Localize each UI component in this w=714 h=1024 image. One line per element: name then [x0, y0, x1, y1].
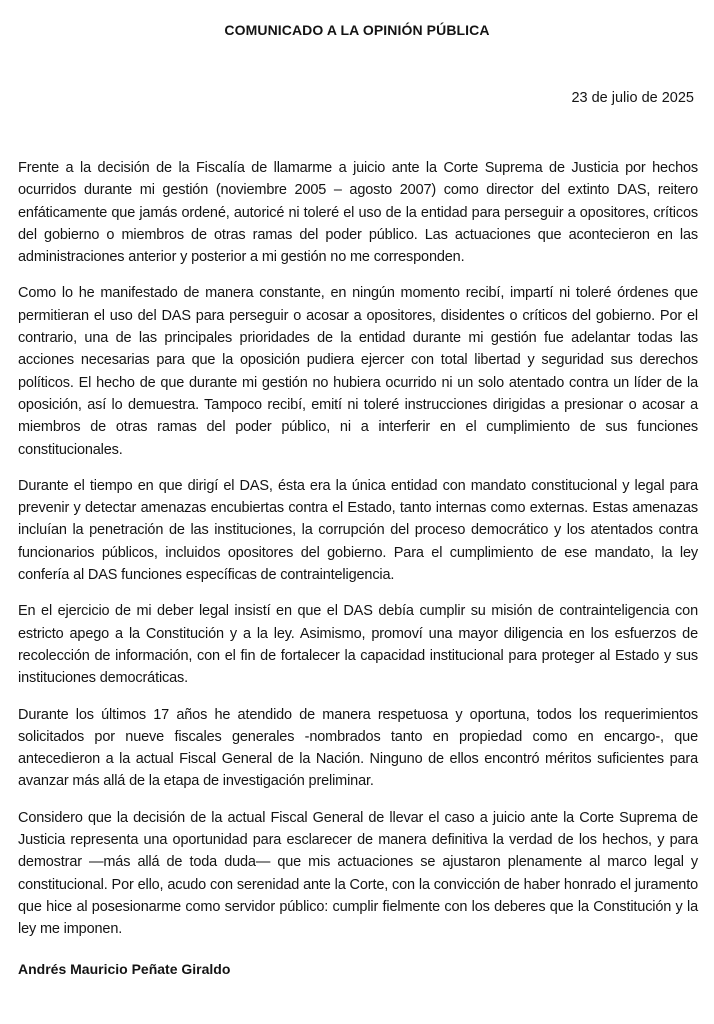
paragraph-2: Como lo he manifestado de manera constante, en ningún momento recibí, impartí ni toleré órdenes que permitieran el uso del DAS para perseguir o acosar a opositores, disidentes o críticos del gobierno. Por el contrario, una de las principales prioridades de la entidad durante mi gestión fue adelantar todas las acciones necesarias para que la oposición pudiera ejercer con total libertad y seguridad sus derechos políticos. El hecho de que durante mi gestión no hubiera ocurrido ni un solo atentado contra un líder de la oposición, así lo demuestra. Tampoco recibí, emití ni toleré instrucciones dirigidas a presionar o acosar a miembros de otras ramas del poder público, ni a interferir en el cumplimiento de sus funciones constitucionales.	[18, 285, 698, 458]
signature-name: Andrés Mauricio Peñate Giraldo	[18, 961, 231, 977]
paragraph-6: Considero que la decisión de la actual Fiscal General de llevar el caso a juicio ante la Corte Suprema de Justicia representa una oportunidad para esclarecer de manera definitiva la verdad de los hechos, y para demostrar —más allá de toda duda— que mis actuaciones se ajustaron plenamente al marco legal y constitucional. Por ello, acudo con serenidad ante la Corte, con la convicción de haber honrado el juramento que hice al posesionarme como servidor público: cumplir fielmente con los deberes que la Constitución y la ley me imponen.	[18, 809, 698, 938]
paragraph-3: Durante el tiempo en que dirigí el DAS, ésta era la única entidad con mandato constitucional y legal para prevenir y detectar amenazas encubiertas contra el Estado, tanto internas como externas. Estas amenazas incluían la penetración de las instituciones, la corrupción del proceso democrático y los atentados contra funcionarios públicos, incluidos opositores del gobierno. Para el cumplimiento de ese mandato, la ley confería al DAS funciones específicas de contrainteligencia.	[18, 477, 698, 584]
document-title: COMUNICADO A LA OPINIÓN PÚBLICA	[224, 22, 490, 38]
document-body	[18, 157, 698, 955]
paragraph-4: En el ejercicio de mi deber legal insistí en que el DAS debía cumplir su misión de contrainteligencia con estricto apego a la Constitución y a la ley. Asimismo, promoví una mayor diligencia en los esfuerzos de recolección de información, con el fin de fortalecer la capacidad institucional para proteger al Estado y sus instituciones democráticas.	[18, 603, 698, 687]
paragraph-1: Frente a la decisión de la Fiscalía de llamarme a juicio ante la Corte Suprema de Justicia por hechos ocurridos durante mi gestión (noviembre 2005 – agosto 2007) como director del extinto DAS, reitero enfáticamente que jamás ordené, autoricé ni toleré el uso de la entidad para perseguir a opositores, críticos del gobierno o miembros de otras ramas del poder público. Las actuaciones que acontecieron en las administraciones anterior y posterior a mi gestión no me corresponden.	[18, 160, 698, 266]
paragraph-5: Durante los últimos 17 años he atendido de manera respetuosa y oportuna, todos los requerimientos solicitados por nueve fiscales generales -nombrados tanto en propiedad como en encargo-, que antecedieron a la actual Fiscal General de la Nación. Ninguno de ellos encontró méritos suficientes para avanzar más allá de la etapa de investigación preliminar.	[18, 706, 698, 790]
document-date: 23 de julio de 2025	[571, 90, 694, 106]
